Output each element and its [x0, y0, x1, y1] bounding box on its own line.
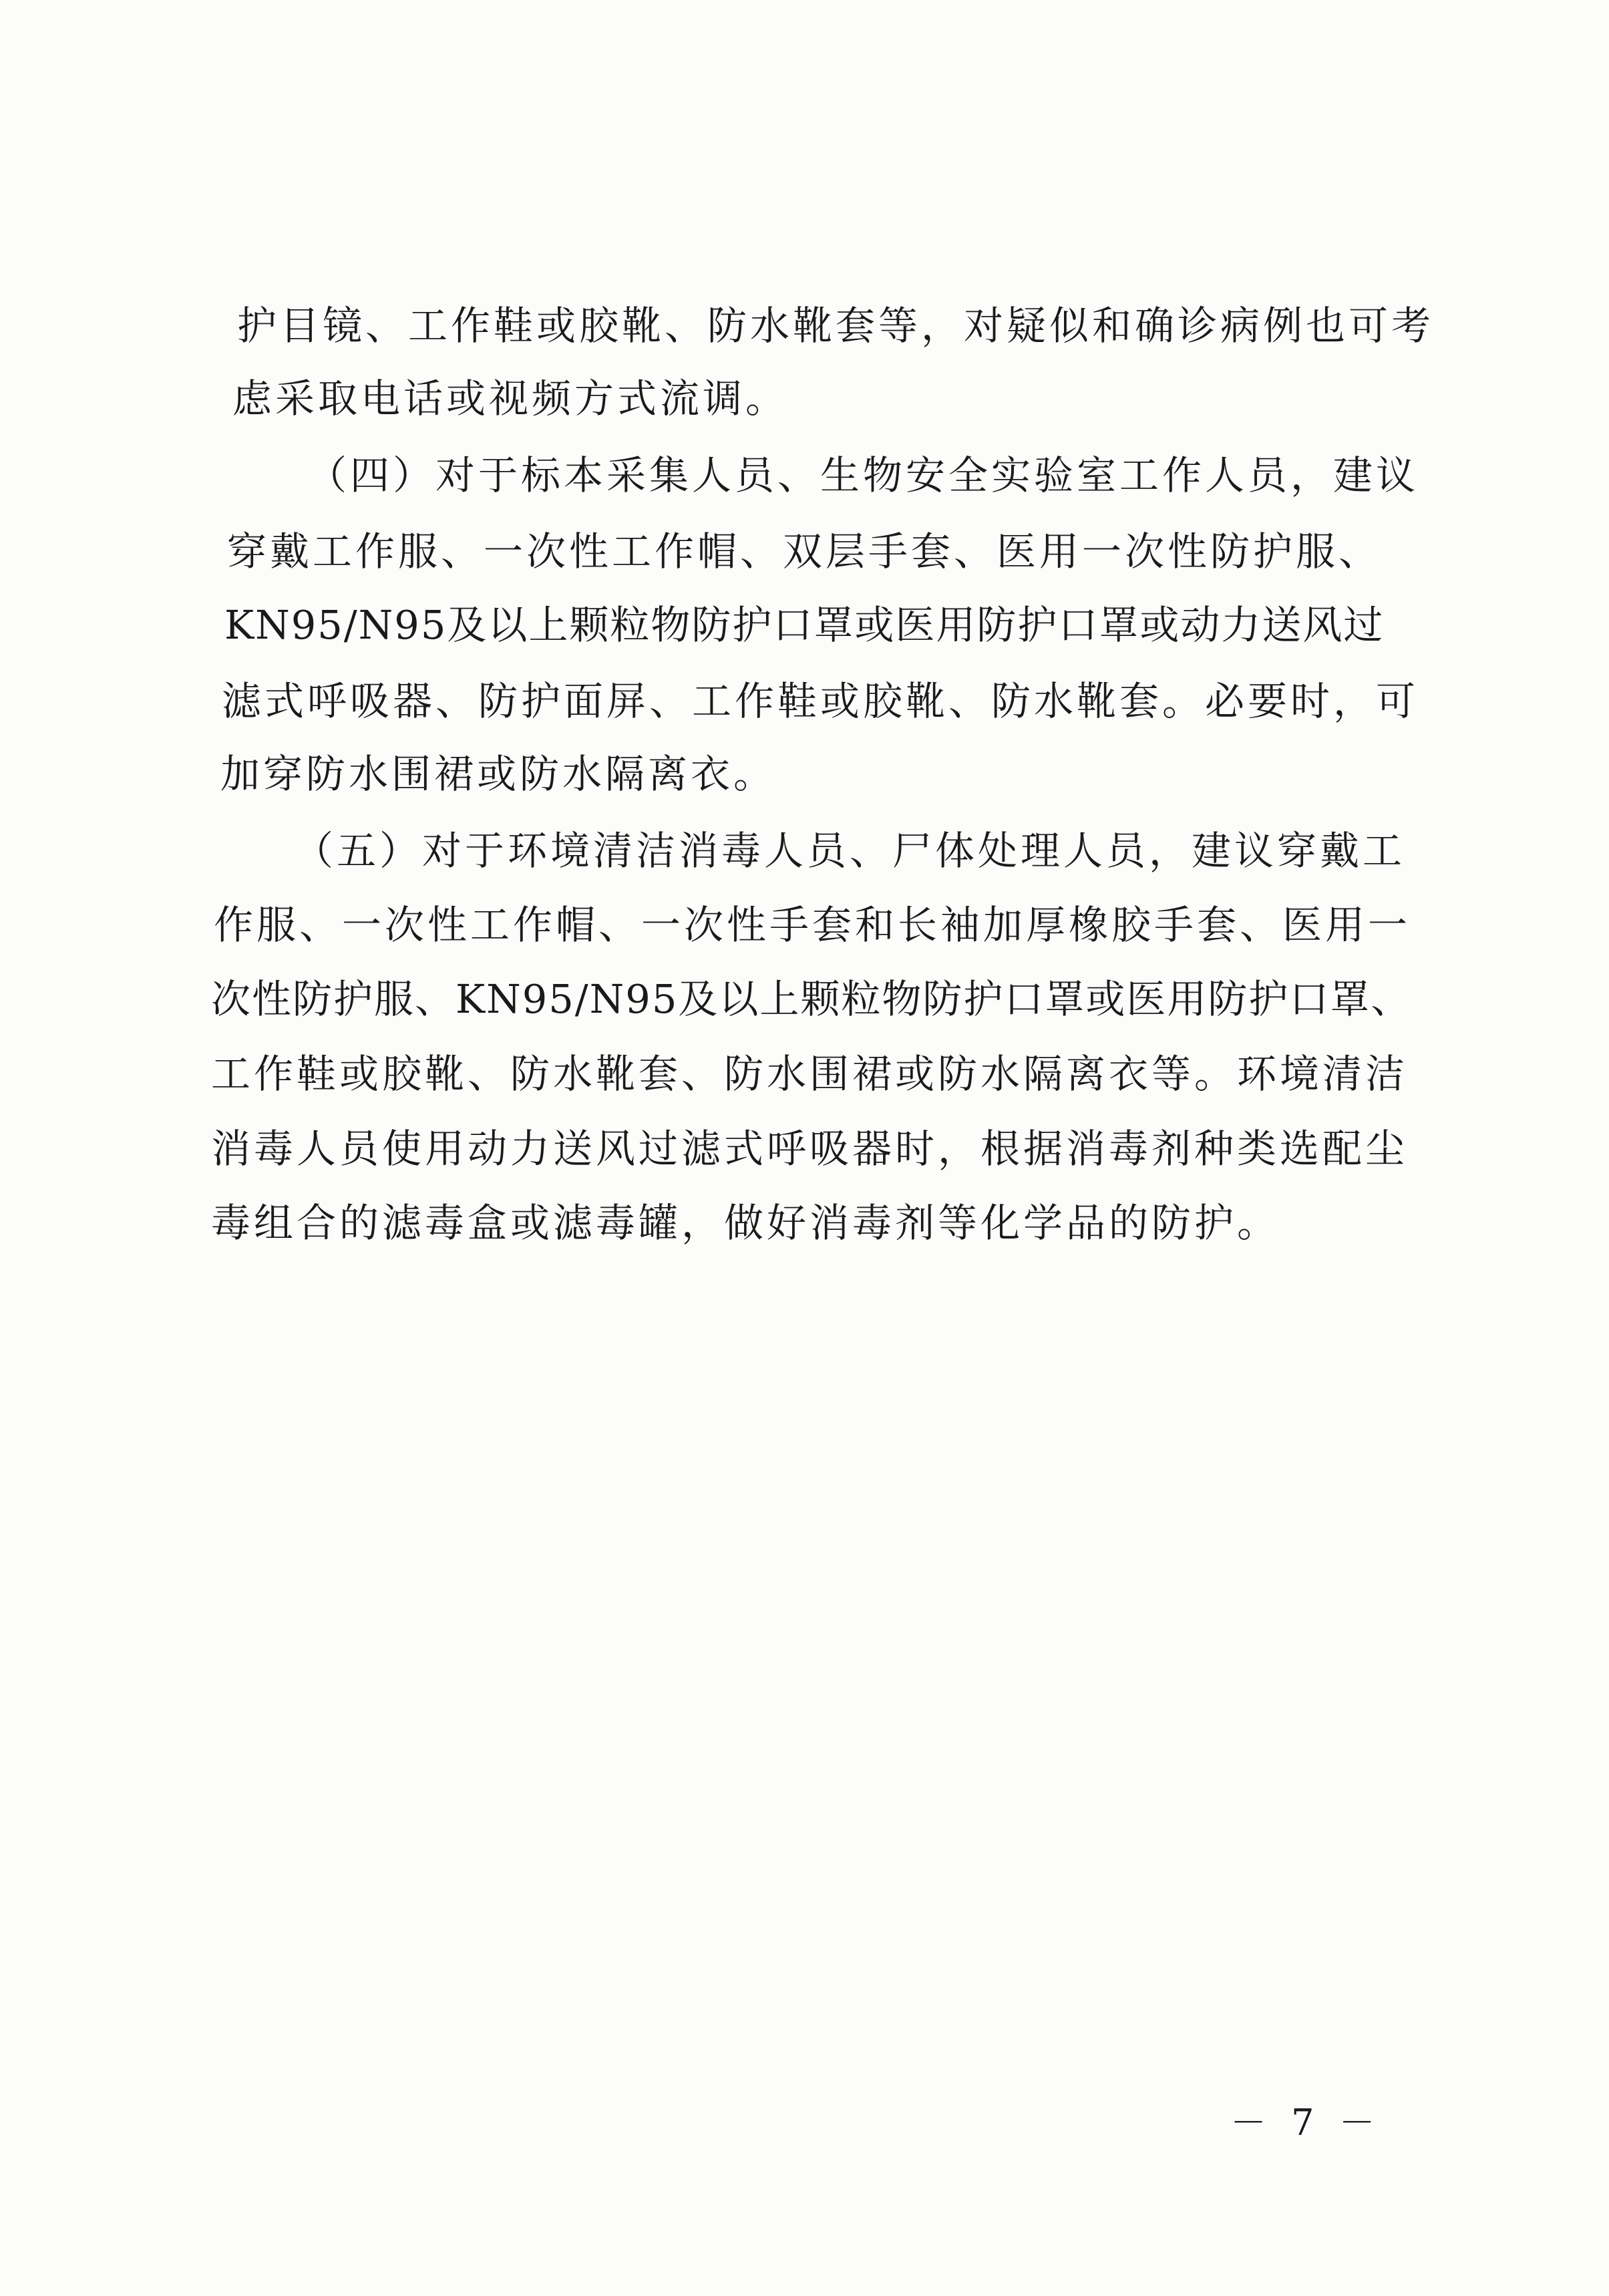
body-text-line: 毒组合的滤毒盒或滤毒罐，做好消毒剂等化学品的防护。	[211, 1200, 1280, 1246]
body-text-line: 穿戴工作服、一次性工作帽、双层手套、医用一次性防护服、	[227, 528, 1382, 575]
paragraph-4-start: （四）对于标本采集人员、生物安全实验室工作人员，建议	[307, 452, 1419, 498]
paragraph-5-start: （五）对于环境清洁消毒人员、尸体处理人员，建议穿戴工	[294, 828, 1406, 874]
body-text-line: 滤式呼吸器、防护面屏、工作鞋或胶靴、防水靴套。必要时，可	[222, 678, 1419, 724]
body-text-line: 加穿防水围裙或防水隔离衣。	[220, 751, 777, 797]
body-text-line: 工作鞋或胶靴、防水靴套、防水围裙或防水隔离衣等。环境清洁	[211, 1051, 1409, 1097]
body-text-line: 虑采取电话或视频方式流调。	[232, 375, 789, 422]
body-text-line: KN95/N95及以上颗粒物防护口罩或医用防护口罩或动力送风过	[224, 602, 1385, 648]
page-number: － 7 －	[1230, 2102, 1382, 2144]
body-text-line: 作服、一次性工作帽、一次性手套和长袖加厚橡胶手套、医用一	[214, 902, 1411, 948]
body-text-line: 次性防护服、KN95/N95及以上颗粒物防护口罩或医用防护口罩、	[211, 976, 1412, 1022]
body-text-line: 护目镜、工作鞋或胶靴、防水靴套等，对疑似和确诊病例也可考	[237, 303, 1435, 349]
body-text-line: 消毒人员使用动力送风过滤式呼吸器时，根据消毒剂种类选配尘	[211, 1126, 1409, 1172]
